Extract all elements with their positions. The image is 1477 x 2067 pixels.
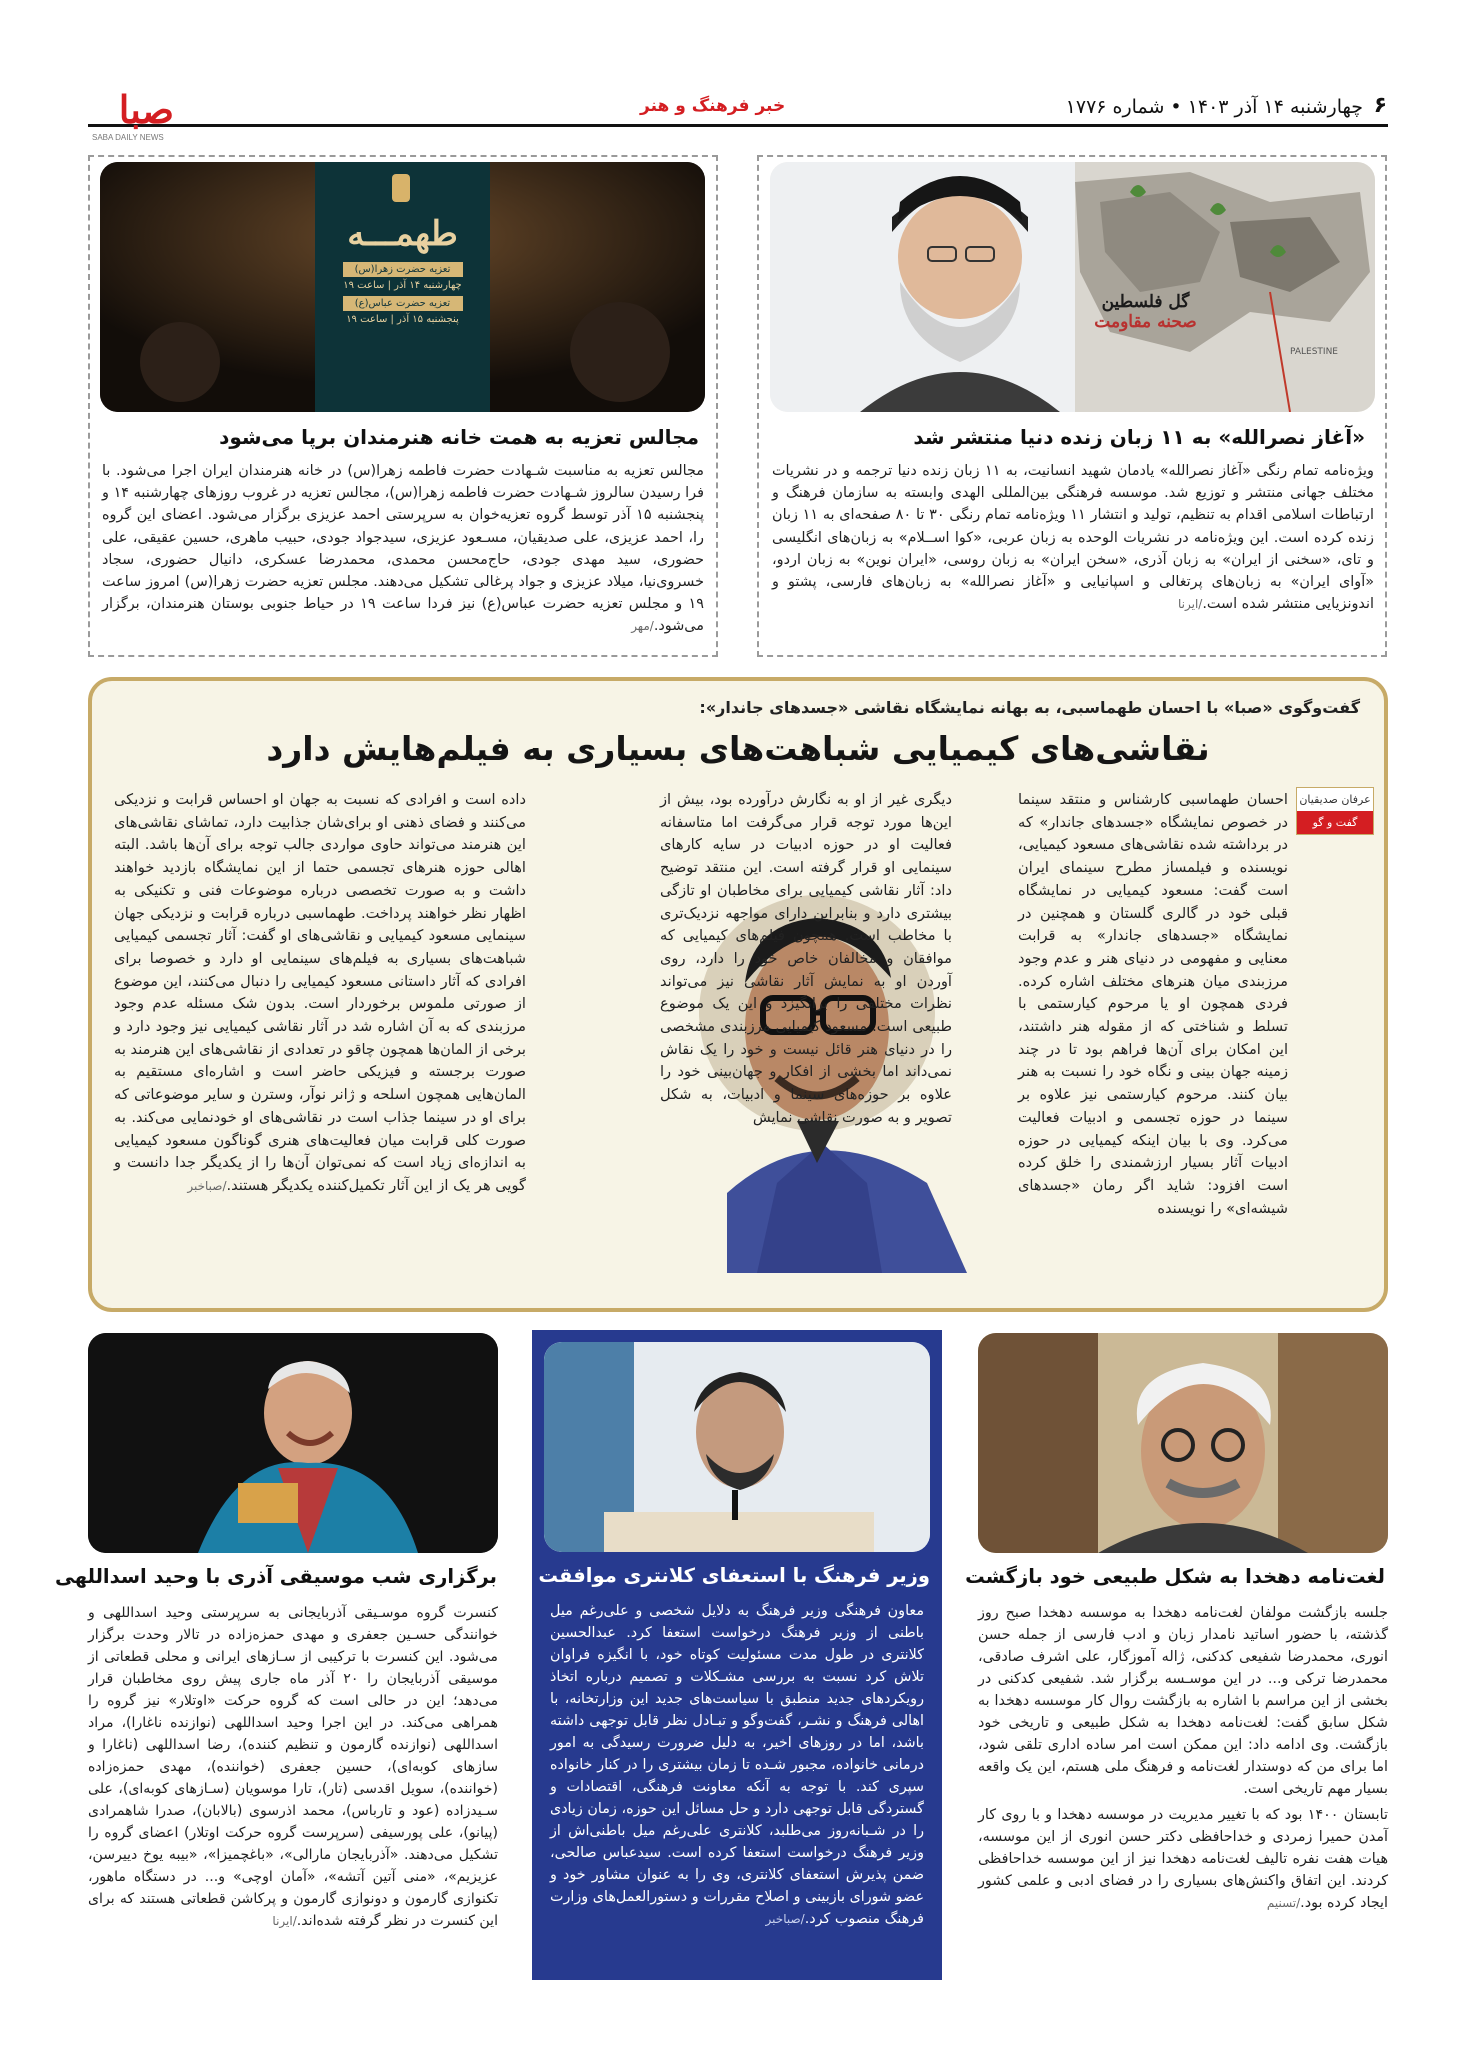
genre-label: گفت و گو — [1297, 811, 1373, 834]
interview-panel — [88, 677, 1388, 1312]
story-body-minister: معاون فرهنگی وزیر فرهنگ به دلایل شخصی و علی‌رغم میل باطنی از وزیر فرهنگ درخواست استعفا کرد. عبدالحسین کلانتری در طول مدت مسئولیت کوتاه خود، با انگیزه فراوان تلاش کرد نسبت به بررسی مشـکلات و تصمیم درباره اتخاذ رویکردهای جدید منطبق با سیاست‌های جدید این وزارتخانه، با اهالی فرهنگ و نشـر، گفت‌وگو و تبـادل نظر قابل توجهی داشته باشد، اما در روزهای اخیر، به دلیل ضرورت رسیدگی به امور درمانی خانواده، مجبور شـده تا زمان بیشتری را در کنار خانواده سپری کند. با توجه به آنکه معاونت فرهنگی، اقتصادات و گستردگی قابل توجهی دارد و حل مسائل این حوزه، زمان زیادی را در شـبانه‌روز می‌طلبد، کلانتری علی‌رغم میل باطنی‌اش از وزیر فرهنگ درخواست استعفا کرده است. سیدعباس صالحی، ضمن پذیرش استعفای کلانتری، وی را به عنوان مشاور خود و عضو شورای بازبینی و اصلاح مقررات و دستورالعمل‌های وزارت فرهنگ منصوب کرد./صباخبر — [550, 1603, 924, 1927]
tazieh-poster: طهمـــه تعزیه حضرت زهرا(س) چهارشنبه ۱۴ آذر | ساعت ۱۹ تعزیه حضرت عباس(ع) پنجشنبه ۱۵ آذر | ساعت ۱۹ — [343, 214, 462, 325]
interview-column-1: احسان طهماسبی کارشناس و منتقد سینما در خصوص نمایشگاه «جسدهای جاندار» که در برداشته شده نقاشی‌های مسعود کیمیایی، نویسنده و فیلمساز مطرح سینمای ایران است گفت: مسعود کیمیایی در نمایشگاه قبلی خود در گالری گلستان و همچنین در نمایشگاه «جسدهای جاندار» به قرابت معنایی و مفهومی در دنیای هنر و عدم وجود مرزبندی میان هنرهای مختلف اشاره کرده. فردی همچون او یا مرحوم کیارستمی با تسلط و شناختی که از مقوله هنر داشتند، این امکان برای آن‌ها فراهم بود تا در چند زمینه جهان بینی و نگاه خود را نسبت به هنر بیان کنند. مرحوم کیارستمی نیز علاوه بر سینما در حوزه تجسمی و ادبیات فعالیت می‌کرد. وی با بیان اینکه کیمیایی در حوزه ادبیات آثار بسیار ارزشمندی را خلق کرده است افزود: شاید اگر رمان «جسدهای شیشه‌ای» را نویسنده — [1018, 791, 1288, 1217]
page-header — [0, 0, 1477, 150]
author-tag — [1296, 787, 1374, 835]
concert-image — [88, 1333, 498, 1553]
story-body-dehkhoda: جلسه بازگشت مولفان لغت‌نامه دهخدا به موسسه دهخدا صبح روز گذشته، با حضور اساتید نامدار زبان و ادب فارسی از جمله حسن انوری، محمدرضا شفیعی کدکنی، ژاله آموزگار، علی اشرف صادقی، محمدرضا ترکی و... در این موسـسه برگزار شد. شفیعی کدکنی در بخشی از این مراسم با اشاره به بازگشت روال کار موسسه دهخدا به شکل سابق گفت: لغت‌نامه دهخدا به شکل طبیعی و تاریخی خود بازگشت. وی ادامه داد: این ممکن است امر ساده اداری تلقی شود، اما برای من که دوستدار لغت‌نامه و فرهنگ ملی هستم، این یک واقعه بسیار مهم تاریخی است. تابستان ۱۴۰۰ بود که با تغییر مدیریت در موسسه دهخدا و با روی کار آمدن حمیرا زمردی و خداحافظی دکتر حسن انوری از این موسسه، هیات هفت نفره تالیف لغت‌نامه دهخدا نیز از این موسسه خداحافظی کردند. این اتفاق واکنش‌های بسیاری را در فضای ادبی و علمی کشور ایجاد کرده بود./تسنیم — [978, 1605, 1388, 1911]
issue-date: چهارشنبه ۱۴ آذر ۱۴۰۳ • شماره ۱۷۷۶ — [1065, 96, 1363, 118]
story-body-concert: کنسرت گروه موسـیقی آذربایجانی به سرپرستی وحید اسداللهی و خوانندگی حسـین جعفری و مهدی حمزه‌زاده در تالار وحدت برگزار می‌شود. این کنسرت با ترکیبی از سـازهای ایرانی و محلی قطعاتی از موسیقی آذربایجان را ۲۰ آذر ماه جاری پیش روی مخاطبان قرار می‌دهد؛ این در حالی است که گروه حرکت «اوتلار» نیز گروه را همراهی می‌کند. در این اجرا وحید اسداللهی (نوازنده ناغارا)، مراد اسداللهی (نوازنده گارمون و تنظیم کننده)، رضا اسداللهی (ناغارا و سازهای کوبه‌ای)، حسین جعفری (خواننده)، مهدی حمزه‌زاده (خواننده)، سویل اقدسی (تار)، تارا موسویان (سـازهای کوبه‌ای)، علی سـیدزاده (عود و تارباس)، محمد اذرسوی (بالابان)، صدرا شاهمرادی (پیانو)، علی پورسیفی (سرپرست گروه حرکت اوتلار) اعضای گروه را تشکیل می‌دهند. «آذربایجان مارالی»، «باغچمیزا»، «بیبه یوخ دییرسن، عزیزیم»، «منی آتین آتشه»، «آمان اوچی» و... در دستگاه ماهور، تکنوازی گارمون و دونوازی گارمون و پرکاشن قطعاتی هستند که برای این کنسرت در نظر گرفته شده‌اند./ایرنا — [88, 1605, 498, 1929]
story-body-nasrallah: ویژه‌نامه تمام رنگی «آغاز نصرالله» یادمان شهید انسانیت، به ۱۱ زبان زنده دنیا ترجمه و در نشریات مختلف جهانی منتشر و توزیع شد. موسسه فرهنگی بین‌المللی الهدی وابسته به سازمان فرهنگ و ارتباطات اسلامی اقدام به تنظیم، تولید و انتشار ۱۱ ویژه‌نامه تمام رنگی ۳۰ تا ۸۰ صفحه‌ای به ۱۱ زبان زنده کرده است. این ویژه‌نامه در نشریات الوحده به زبان عربی، «کوا اســلام» به زبان‌های انگلیسی و تای، «سخنی از ایران» به زبان آذری، «سخن ایران» به زبان روسی، «ایران نوین» به زبان اردو، «آوای ایران» به زبان‌های پرتغالی و اسپانیایی و «آغاز نصرالله» به زبان‌های فارسی، پشتو و اندونزیایی منتشر شده است./ایرنا — [772, 463, 1374, 613]
story-body-tazieh: مجالس تعزیه به مناسبت شـهادت حضرت فاطمه زهرا(س) در خانه هنرمندان ایران اجرا می‌شود. با فرا رسیدن سالروز شـهادت حضرت فاطمه زهرا(س)، مجالس تعزیه در غروب روزهای چهارشنبه ۱۴ و پنجشنبه ۱۵ آذر توسط گروه تعزیه‌خوان به سرپرستی احمد عزیزی برگزار می‌شود. اعضای این گروه را، احمد عزیزی، علی صدیقیان، مسـعود عزیزی، سیدجواد جودی، حبیب ماهری، حسین عقیقی، علی حضوری، سید مهدی جودی، حاج‌محسن محمدی، محمدرضا عسکری، دانیال حضوری، سجاد خسروی‌نیا، میلاد عزیزی و جواد پرغالی تشکیل می‌دهند. مجلس تعزیه حضرت زهرا(س) امروز ساعت ۱۹ و مجلس تعزیه حضرت عباس(ع) نیز فردا ساعت ۱۹ در حیاط جنوبی بوستان هنرمندان، برگزار می‌شود./مهر — [102, 463, 704, 635]
newspaper-logo[interactable]: صبا SABA DAILY NEWS — [92, 87, 174, 142]
page-number: ۶ — [1373, 93, 1387, 118]
interview-column-2: دیگری غیر از او به نگارش درآورده بود، بیش از این‌ها مورد توجه قرار می‌گرفت اما متاسفانه فعالیت او در حوزه ادبیات در سایه کارهای سینمایی او قرار گرفته است. این منتقد توضیح داد: آثار نقاشی کیمیایی برای مخاطبان او تازگی بیشتری دارد و بنابراین دارای مواجهه نزدیک‌تری با مخاطب است. همچون فیلم‌های کیمیایی که موافقان و مخالفان خاص خود را دارد، روی آوردن او به نمایش آثار نقاشی نیز می‌تواند نظرات مختلفی را برانگیزد و این یک موضوع طبیعی است. مسعود کیمیایی مرزبندی مشخصی را در دنیای هنر قائل نیست و خود را یک نقاش نمی‌داند اما بخشی از افکار و جهان‌بینی خود را علاوه بر حوزه‌های سینما و ادبیات، به شکل تصویر و به صورت نقاشی نمایش — [660, 791, 952, 1126]
map-label: PALESTINE — [1290, 347, 1338, 357]
header-rule — [88, 124, 1388, 127]
dehkhoda-image — [978, 1333, 1388, 1553]
author-name: عرفان صدیقیان — [1299, 793, 1371, 806]
story-title-dehkhoda: لغت‌نامه دهخدا به شکل طبیعی خود بازگشت — [965, 1565, 1385, 1588]
story-title-minister: وزیر فرهنگ با استعفای کلانتری موافقت کرد — [498, 1564, 930, 1587]
interview-column-3: داده است و افرادی که نسبت به جهان او احساس قرابت و نزدیکی می‌کنند و فضای ذهنی او برای‌شان جذابیت دارد، تماشای نقاشی‌های این هنرمند می‌تواند حاوی مواردی جالب توجه برای آن‌ها باشد. البته اهالی حوزه هنرهای تجسمی حتما از این نمایشگاه بازدید خواهند داشت و به صورت تخصصی درباره موضوعات فنی و تکنیکی به اظهار نظر خواهند پرداخت. طهماسبی درباره قرابت و نزدیکی جهان سینمایی مسعود کیمیایی و نقاشی‌های او گفت: آثار تجسمی کیمیایی شباهت‌های بسیاری به فیلم‌های سینمایی او دارد و خصوصا برای افرادی که آثار داستانی مسعود کیمیایی را دنبال می‌کنند، این موضوع از صورتی ملموس برخوردار است. بدون شک مسئله عدم وجود مرزبندی که به آن اشاره شد در آثار نقاشی کیمیایی نیز وجود دارد و برخی از المان‌ها همچون چاقو در تعدادی از نقاشی‌های این هنرمند به صورت برجسته و فیزیکی حاضر است و اشاره‌ای مستقیم به المان‌هایی همچون اسلحه و ژانر نوآر، وسترن و سایر موضوعاتی که برای او در سینما جذاب است در نقاشی‌های او خودنمایی می‌کند. به صورت کلی قرابت میان فعالیت‌های هنری گوناگون مسعود کیمیایی به اندازه‌ای زیاد است که نمی‌توان آن‌ها را از یکدیگر جدا دانست و گویی هر یک از این آثار تکمیل‌کننده یکدیگر هستند./صباخبر — [114, 791, 526, 1194]
minister-news-box — [498, 1330, 942, 1980]
interview-kicker: گفت‌وگوی «صبا» با احسان طهماسبی، به بهانه نمایشگاه نقاشی «جسدهای جاندار»: — [699, 698, 1360, 717]
image-caption: گل فلسطین صحنه مقاومت — [1094, 292, 1197, 332]
interview-title: نقاشی‌های کیمیایی شباهت‌های بسیاری به فیلم‌هایش دارد — [266, 729, 1210, 768]
nasrallah-image — [770, 162, 1375, 412]
story-title-nasrallah: «آغاز نصرالله» به ۱۱ زبان زنده دنیا منتشر شد — [913, 425, 1365, 449]
story-title-concert: برگزاری شب موسیقی آذری با وحید اسداللهی — [55, 1565, 497, 1588]
kalantari-image — [544, 1342, 930, 1552]
story-title-tazieh: مجالس تعزیه به همت خانه هنرمندان برپا می‌شود — [219, 425, 699, 449]
tazieh-image — [100, 162, 705, 412]
section-title: خبر فرهنگ و هنر — [640, 96, 786, 116]
